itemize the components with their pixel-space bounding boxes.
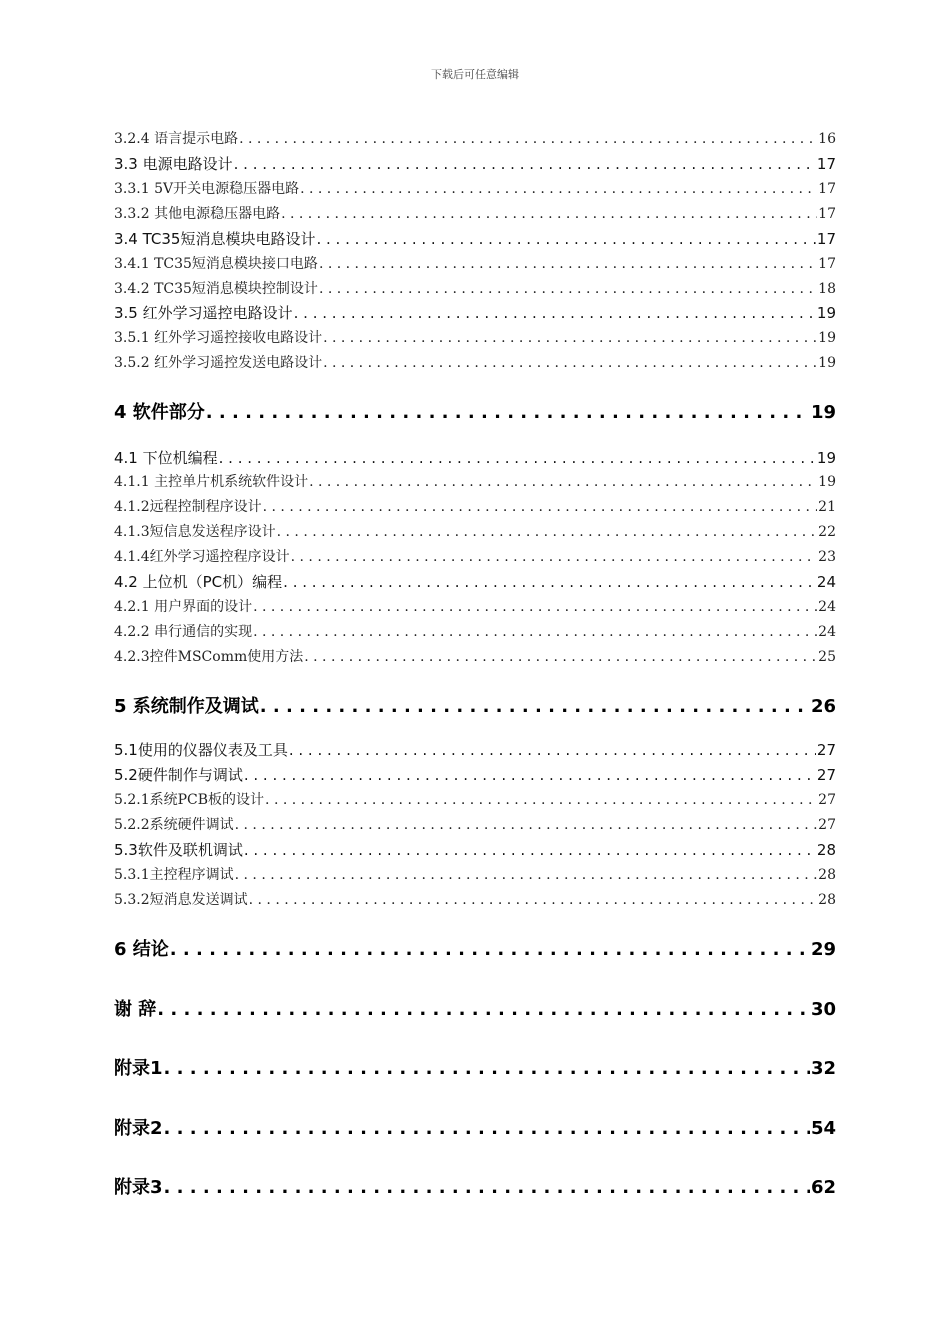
toc-entry-page-number: 26 <box>810 696 836 717</box>
toc-entry-title: 4.2.1 用户界面的设计 <box>114 599 253 615</box>
toc-entry-page-number: 24 <box>818 599 836 615</box>
toc-entry-title: 附录3 <box>114 1177 163 1198</box>
dot-leader <box>219 449 816 467</box>
toc-entry-page-number: 16 <box>818 131 836 147</box>
toc-entry-title: 3.5 红外学习遥控电路设计 <box>114 304 293 322</box>
dot-leader <box>316 230 815 248</box>
toc-entry <box>114 546 836 566</box>
toc-entry-title: 附录1 <box>114 1058 163 1079</box>
dot-leader <box>304 649 817 665</box>
dot-leader <box>234 155 816 173</box>
toc-entry-title: 4.1 下位机编程 <box>114 449 218 467</box>
dot-leader <box>157 999 810 1020</box>
toc-entry <box>114 1173 836 1199</box>
toc-entry <box>114 889 836 909</box>
dot-leader <box>235 817 818 833</box>
dot-leader <box>283 573 816 591</box>
dot-leader <box>323 355 817 371</box>
toc-entry-page-number: 30 <box>810 999 836 1020</box>
toc-entry-title: 5.2.2系统硬件调试 <box>114 817 234 833</box>
toc-entry-page-number: 25 <box>818 649 836 665</box>
toc-entry-title: 5.2硬件制作与调试 <box>114 766 243 784</box>
toc-entry-page-number: 17 <box>818 206 836 222</box>
dot-leader <box>281 206 817 222</box>
toc-entry <box>114 128 836 148</box>
toc-entry-page-number: 21 <box>818 499 836 515</box>
toc-entry <box>114 253 836 273</box>
dot-leader <box>319 256 817 272</box>
dot-leader <box>277 524 818 540</box>
toc-entry <box>114 302 836 323</box>
toc-entry-title: 3.3.2 其他电源稳压器电路 <box>114 206 281 222</box>
toc-entry <box>114 571 836 592</box>
toc-entry-page-number: 23 <box>818 549 836 565</box>
toc-entry-title: 5.3.2短消息发送调试 <box>114 892 248 908</box>
toc-entry-title: 3.5.2 红外学习遥控发送电路设计 <box>114 355 323 371</box>
dot-leader <box>244 841 816 859</box>
dot-leader <box>239 131 817 147</box>
toc-entry <box>114 764 836 785</box>
dot-leader <box>253 599 817 615</box>
toc-entry-page-number: 18 <box>818 281 836 297</box>
toc-entry-page-number: 27 <box>818 817 836 833</box>
toc-entry-title: 附录2 <box>114 1118 163 1139</box>
dot-leader <box>289 741 816 759</box>
toc-entry-page-number: 17 <box>818 181 836 197</box>
toc-entry <box>114 1054 836 1080</box>
toc-entry <box>114 471 836 491</box>
toc-entry-page-number: 62 <box>810 1177 836 1198</box>
dot-leader <box>244 766 816 784</box>
toc-entry-page-number: 19 <box>816 304 836 322</box>
toc-entry-title: 3.4.1 TC35短消息模块接口电路 <box>114 256 318 272</box>
toc-entry-page-number: 27 <box>818 792 836 808</box>
toc-entry <box>114 864 836 884</box>
toc-entry <box>114 739 836 760</box>
toc-entry-page-number: 24 <box>818 624 836 640</box>
dot-leader <box>319 281 817 297</box>
toc-entry-page-number: 28 <box>818 867 836 883</box>
toc-entry <box>114 646 836 666</box>
toc-entry-title: 4.2.2 串行通信的实现 <box>114 624 253 640</box>
toc-entry-title: 3.4.2 TC35短消息模块控制设计 <box>114 281 318 297</box>
toc-entry-page-number: 22 <box>818 524 836 540</box>
toc-entry-title: 4.2.3控件MSComm使用方法 <box>114 649 304 665</box>
toc-entry-title: 5.1使用的仪器仪表及工具 <box>114 741 288 759</box>
toc-entry-page-number: 19 <box>810 402 836 423</box>
toc-entry-page-number: 17 <box>816 155 836 173</box>
toc-entry-title: 5.3.1主控程序调试 <box>114 867 234 883</box>
toc-entry-title: 3.2.4 语言提示电路 <box>114 131 239 147</box>
toc-entry <box>114 935 836 961</box>
toc-entry <box>114 789 836 809</box>
toc-entry-title: 5 系统制作及调试 <box>114 696 259 717</box>
toc-entry <box>114 278 836 298</box>
dot-leader <box>206 402 810 423</box>
toc-entry <box>114 398 836 424</box>
toc-entry-title: 4.2 上位机（PC机）编程 <box>114 573 283 591</box>
toc-entry-title: 4 软件部分 <box>114 402 205 423</box>
toc-entry <box>114 228 836 249</box>
toc-entry-title: 4.1.1 主控单片机系统软件设计 <box>114 474 309 490</box>
dot-leader <box>265 792 817 808</box>
dot-leader <box>253 624 817 640</box>
toc-entry-page-number: 27 <box>816 741 836 759</box>
toc-entry-page-number: 28 <box>816 841 836 859</box>
toc-entry <box>114 596 836 616</box>
toc-entry <box>114 621 836 641</box>
toc-entry-page-number: 24 <box>816 573 836 591</box>
toc-entry <box>114 692 836 718</box>
dot-leader <box>263 499 818 515</box>
toc-entry-page-number: 28 <box>818 892 836 908</box>
dot-leader <box>170 939 810 960</box>
dot-leader <box>294 304 816 322</box>
toc-entry-page-number: 54 <box>810 1118 836 1139</box>
toc-entry <box>114 153 836 174</box>
toc-entry <box>114 521 836 541</box>
toc-entry-page-number: 19 <box>818 474 836 490</box>
toc-entry-title: 3.4 TC35短消息模块电路设计 <box>114 230 316 248</box>
dot-leader <box>291 549 818 565</box>
dot-leader <box>309 474 817 490</box>
toc-entry-title: 3.3.1 5V开关电源稳压器电路 <box>114 181 300 197</box>
toc-entry <box>114 1114 836 1140</box>
toc-entry-title: 4.1.4红外学习遥控程序设计 <box>114 549 290 565</box>
toc-entry <box>114 496 836 516</box>
toc-entry <box>114 995 836 1021</box>
toc-entry-title: 6 结论 <box>114 939 169 960</box>
toc-entry-page-number: 19 <box>816 449 836 467</box>
dot-leader <box>249 892 818 908</box>
toc-entry-page-number: 27 <box>816 766 836 784</box>
dot-leader <box>260 696 810 717</box>
toc-entry-page-number: 17 <box>816 230 836 248</box>
dot-leader <box>300 181 817 197</box>
toc-entry-title: 5.2.1系统PCB板的设计 <box>114 792 265 808</box>
toc-entry <box>114 203 836 223</box>
toc-entry-title: 4.1.2远程控制程序设计 <box>114 499 262 515</box>
toc-entry-page-number: 19 <box>818 330 836 346</box>
toc-entry <box>114 839 836 860</box>
dot-leader <box>323 330 817 346</box>
dot-leader <box>164 1058 810 1079</box>
toc-entry <box>114 178 836 198</box>
toc-entry <box>114 814 836 834</box>
dot-leader <box>164 1118 810 1139</box>
toc-entry <box>114 327 836 347</box>
page-header: 下载后可任意编辑 <box>431 68 519 81</box>
toc-entry-title: 3.3 电源电路设计 <box>114 155 233 173</box>
toc-entry-page-number: 19 <box>818 355 836 371</box>
toc-entry-title: 5.3软件及联机调试 <box>114 841 243 859</box>
toc-entry-page-number: 32 <box>810 1058 836 1079</box>
toc-entry-page-number: 29 <box>810 939 836 960</box>
dot-leader <box>235 867 818 883</box>
toc-entry-title: 3.5.1 红外学习遥控接收电路设计 <box>114 330 323 346</box>
toc-entry-title: 谢 辞 <box>114 999 157 1020</box>
toc-entry-page-number: 17 <box>818 256 836 272</box>
toc-entry <box>114 352 836 372</box>
dot-leader <box>164 1177 810 1198</box>
toc-entry-title: 4.1.3短信息发送程序设计 <box>114 524 276 540</box>
toc-entry <box>114 447 836 468</box>
